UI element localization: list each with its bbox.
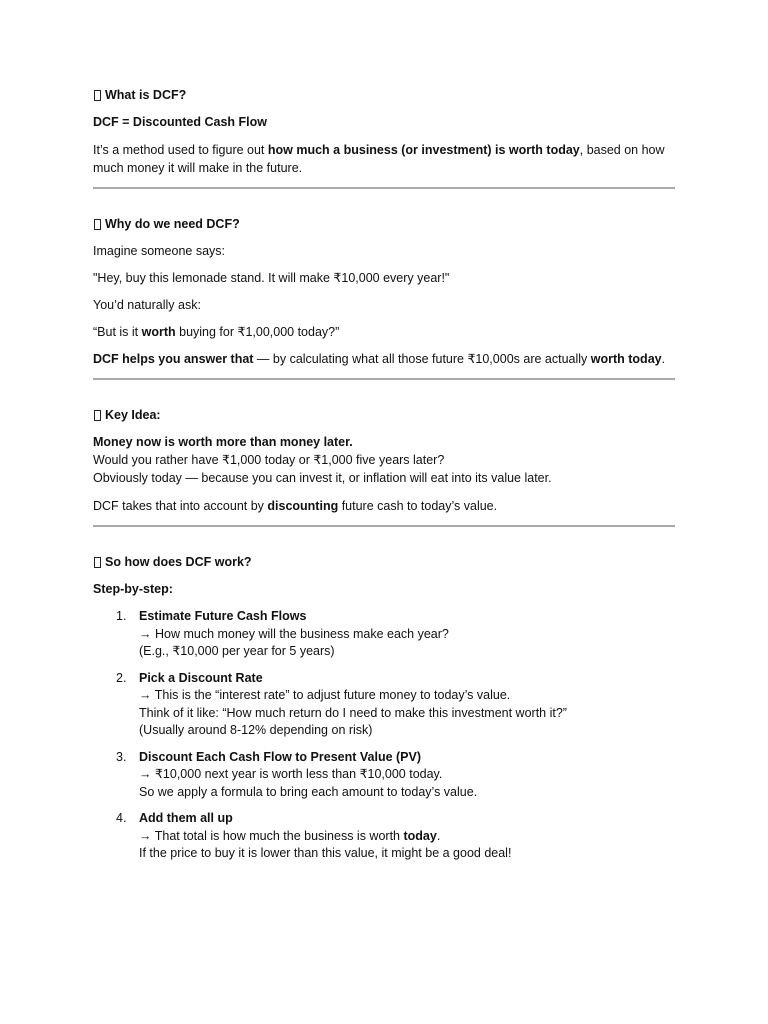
step-title: Discount Each Cash Flow to Present Value (PV) — [139, 749, 422, 764]
quote-paragraph — [93, 323, 675, 341]
paragraph — [93, 350, 675, 368]
text-run: . — [661, 352, 666, 366]
bold-text-run: today — [403, 828, 437, 843]
subheading: Step-by-step: — [93, 582, 173, 596]
bold-text-run: worth — [141, 325, 176, 339]
divider — [93, 187, 675, 189]
list-number: 3. — [116, 749, 127, 764]
text-run: — by calculating what all those future ₹10,000s are actually — [253, 352, 591, 366]
missing-glyph-icon — [94, 90, 101, 101]
dcf-description — [93, 141, 675, 177]
step-line: So we apply a formula to bring each amount to today’s value. — [139, 784, 478, 799]
section-heading-what-is-dcf — [93, 86, 675, 104]
step-line: → ₹10,000 next year is worth less than ₹10,000 today. — [139, 767, 443, 781]
list-item — [93, 810, 675, 863]
list-number: 2. — [116, 670, 127, 685]
step-title: Pick a Discount Rate — [139, 670, 263, 685]
step-line: Think of it like: “How much return do I need to make this investment worth it?” — [139, 705, 567, 720]
paragraph: Money now is worth more than money later. — [93, 435, 353, 449]
list-number: 4. — [116, 811, 127, 825]
heading-text: Why do we need DCF? — [105, 217, 240, 231]
bold-text-run: worth today — [590, 352, 662, 366]
step-title: Add them all up — [139, 811, 233, 825]
section-heading-how-dcf-works — [93, 553, 675, 571]
text-run: , based on how much money it will make in the future. — [93, 143, 665, 175]
heading-text: So how does DCF work? — [105, 555, 252, 569]
missing-glyph-icon — [94, 557, 101, 568]
step-line: → How much money will the business make each year? — [139, 626, 449, 641]
divider — [93, 378, 675, 380]
text-run: It’s a method used to figure out — [93, 143, 268, 157]
bold-text-run: DCF helps you answer that — [93, 352, 254, 366]
paragraph: You’d naturally ask: — [93, 298, 201, 312]
text-run: . — [436, 828, 441, 843]
quote-paragraph: "Hey, buy this lemonade stand. It will make ₹10,000 every year!" — [93, 271, 450, 285]
dcf-definition: DCF = Discounted Cash Flow — [93, 115, 267, 129]
missing-glyph-icon — [94, 410, 101, 421]
list-item — [93, 749, 675, 802]
paragraph: Obviously today — because you can invest it, or inflation will eat into its value later. — [93, 471, 552, 485]
text-run: future cash to today’s value. — [338, 499, 498, 513]
paragraph: Imagine someone says: — [93, 244, 226, 258]
list-number: 1. — [116, 609, 127, 623]
list-item — [93, 670, 675, 740]
paragraph — [93, 497, 675, 515]
bold-text-run: how much a business (or investment) is worth today — [267, 143, 580, 157]
heading-text: Key Idea: — [105, 408, 161, 422]
section-heading-why-dcf — [93, 215, 675, 233]
section-heading-key-idea — [93, 406, 675, 424]
steps-list — [93, 608, 675, 863]
step-title: Estimate Future Cash Flows — [139, 609, 307, 623]
text-run: → That total is how much the business is worth — [139, 828, 404, 843]
step-line: (Usually around 8-12% depending on risk) — [139, 723, 373, 737]
step-line — [139, 828, 675, 846]
text-run: buying for ₹1,00,000 today?” — [175, 325, 340, 339]
paragraph: Would you rather have ₹1,000 today or ₹1,000 five years later? — [93, 453, 445, 467]
missing-glyph-icon — [94, 219, 101, 230]
text-run: “But is it — [93, 325, 142, 339]
step-line: If the price to buy it is lower than this value, it might be a good deal! — [139, 846, 512, 860]
text-run: DCF takes that into account by — [93, 499, 268, 513]
divider — [93, 525, 675, 527]
list-item — [93, 608, 675, 661]
document-page — [93, 86, 675, 863]
heading-text: What is DCF? — [105, 88, 187, 102]
step-line: (E.g., ₹10,000 per year for 5 years) — [139, 644, 335, 658]
bold-text-run: discounting — [267, 499, 339, 513]
step-line: → This is the “interest rate” to adjust future money to today’s value. — [139, 688, 511, 702]
